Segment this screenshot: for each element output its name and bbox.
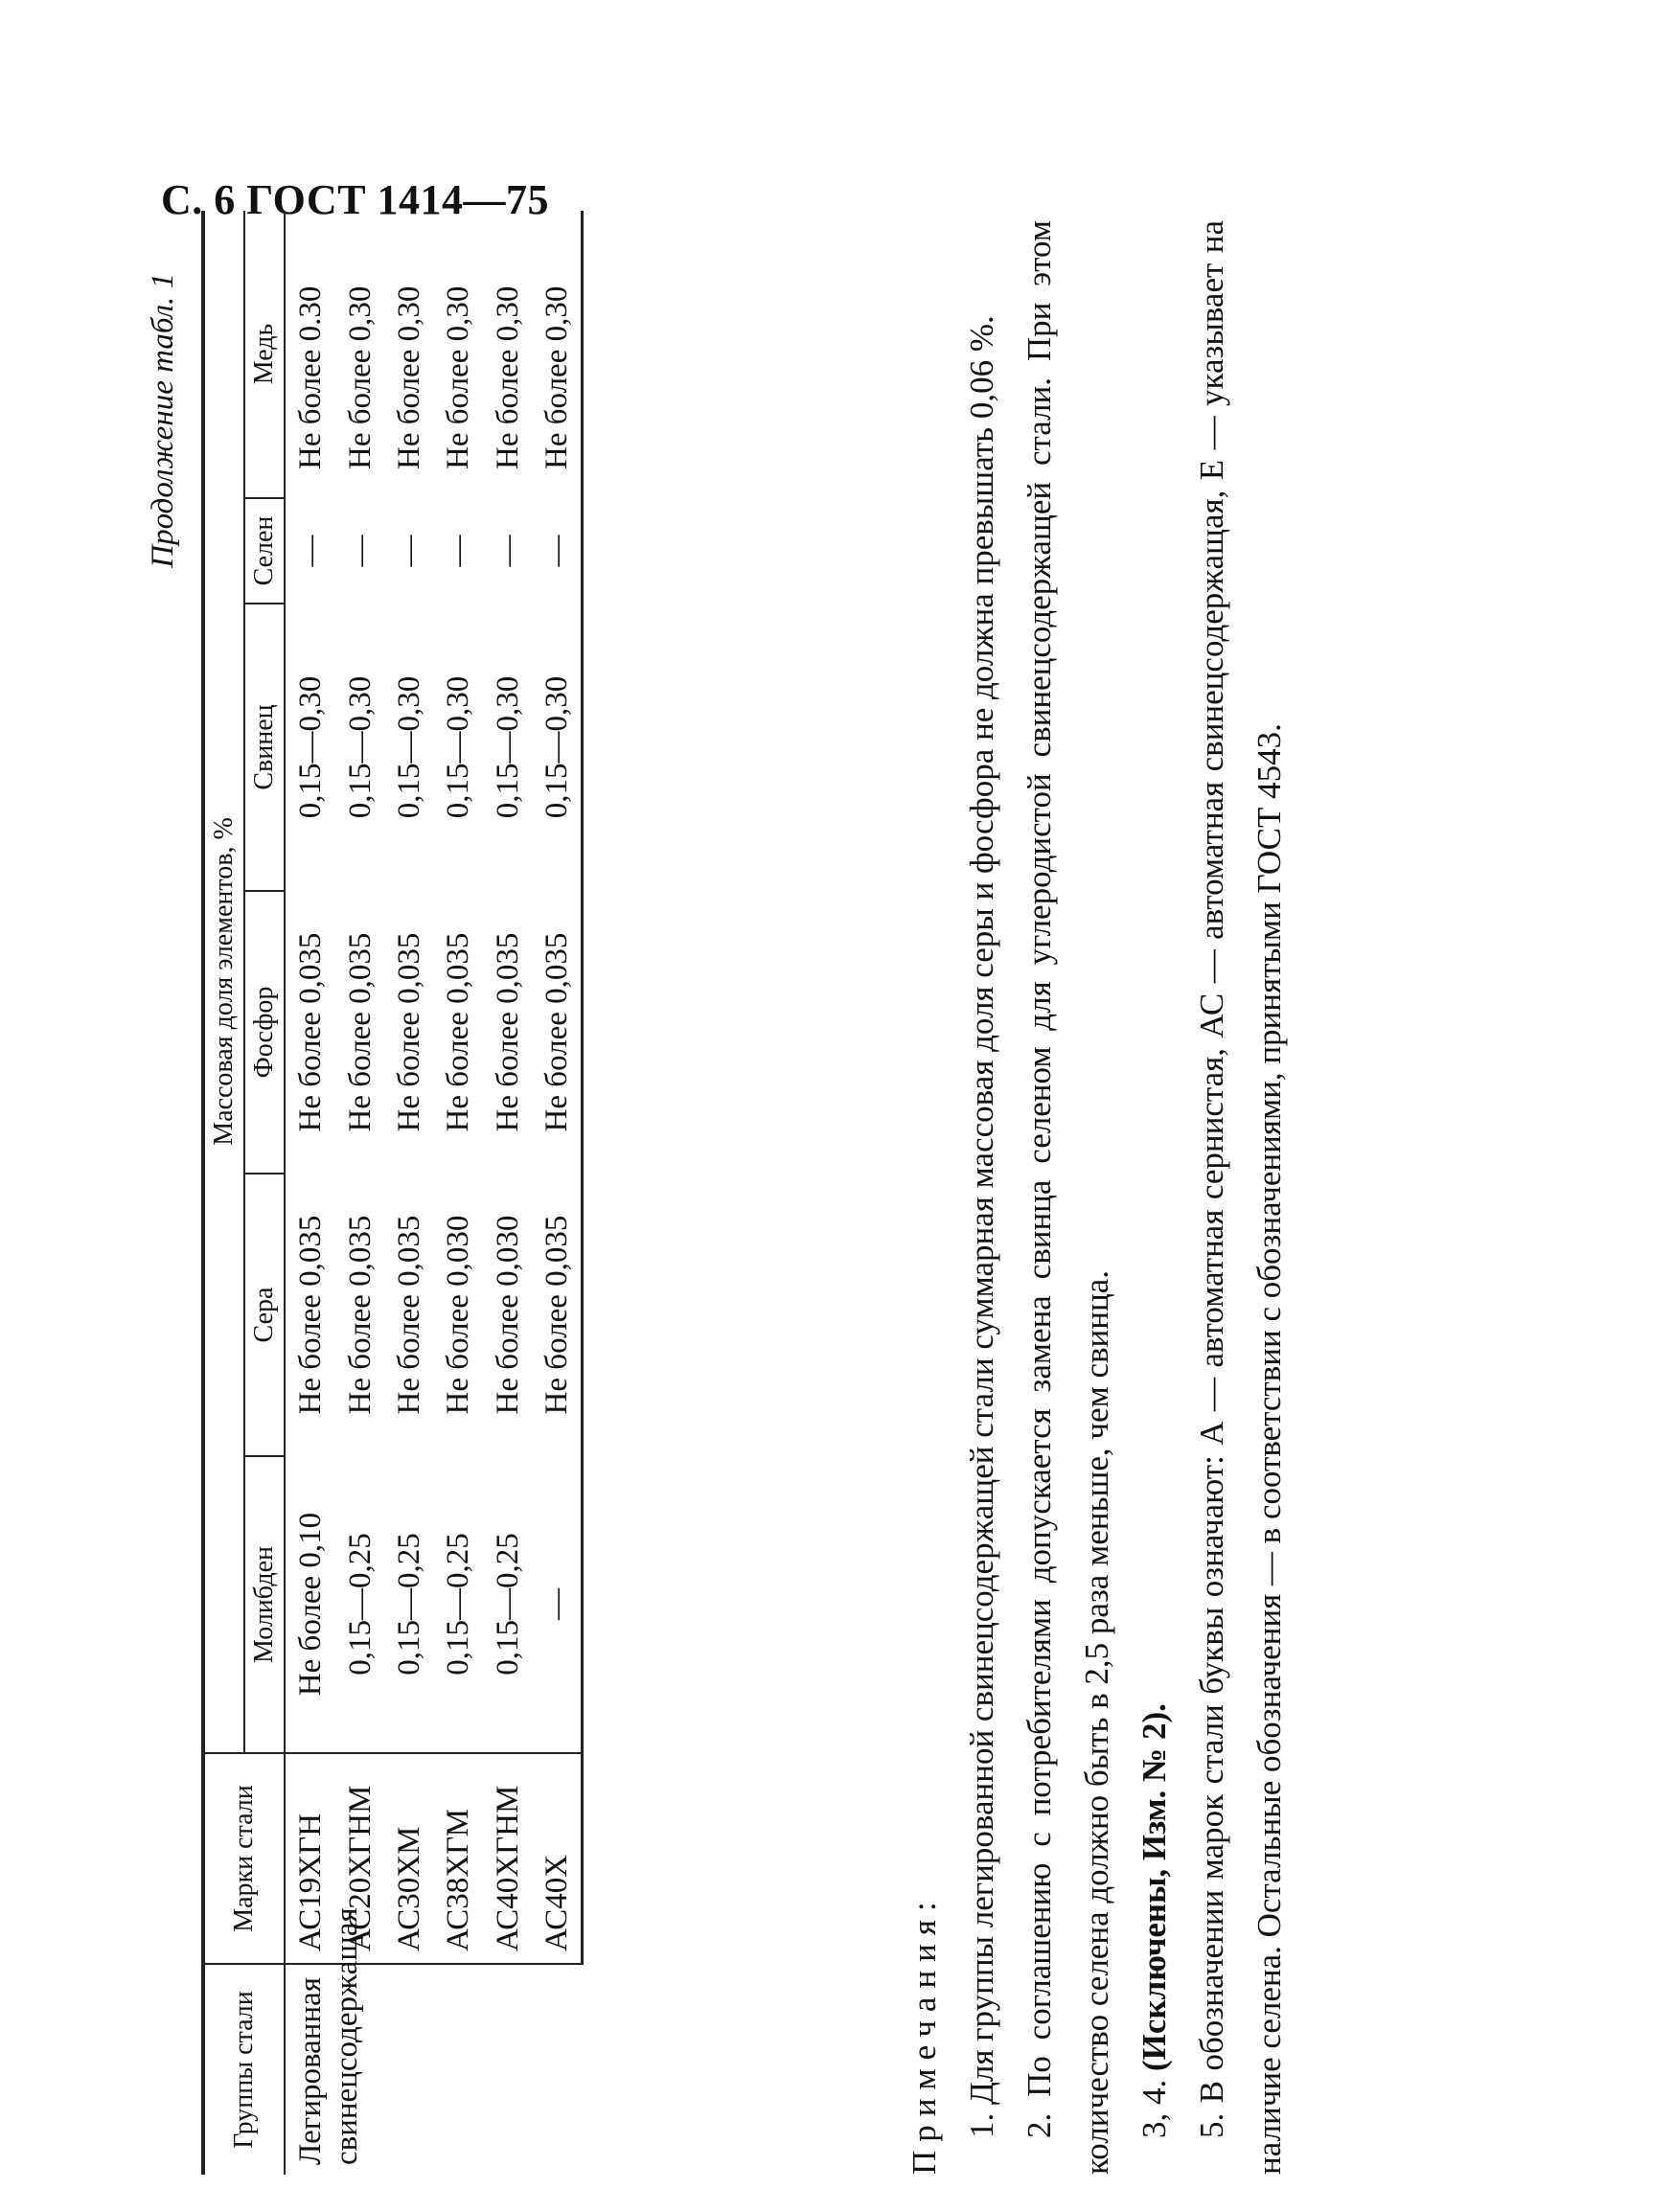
note-5: 5. В обозначении марок стали буквы означают: А — автоматная сернистая, АС — автоматная свинецсодержащая, Е — указывает на наличие селена. Остальные обозначения — в соответствии с обозначениями, принятыми ГОСТ 4543.	[1193, 220, 1288, 2175]
molybdenum-cell: —	[532, 1456, 583, 1753]
lead-cell: 0,15—0,30	[532, 604, 583, 891]
continuation-caption: Продолжение табл. 1	[146, 273, 180, 568]
brand-cell: АС40Х	[532, 1753, 583, 1964]
lead-cell: 0,15—0,30	[391, 675, 426, 819]
brand-cell: АС19ХГН	[285, 1753, 334, 1964]
selenium-cell: —	[293, 535, 329, 567]
sulfur-cell: Не более 0,030	[441, 1215, 476, 1415]
phosphorus-cell: Не более 0,035	[391, 932, 426, 1132]
table-row	[433, 211, 482, 2175]
phosphorus-cell: Не более 0,035	[490, 932, 525, 1132]
copper-cell: Не более 0,30	[342, 285, 378, 469]
note-3-4-excluded: (Исключены, Изм. № 2).	[1135, 1703, 1173, 2071]
sulfur-cell: Не более 0,035	[532, 1174, 583, 1456]
table-row	[285, 211, 334, 2175]
header-lead: Свинец	[244, 604, 285, 891]
header-mass-fraction: Массовая доля элементов, %	[203, 211, 244, 1753]
brand-cell: АС20ХГНМ	[335, 1753, 384, 1964]
table-row	[532, 211, 583, 2175]
molybdenum-cell: 0,15—0,25	[483, 1456, 532, 1753]
molybdenum-cell: 0,15—0,25	[433, 1456, 482, 1753]
brand-cell: АС38ХГМ	[433, 1753, 482, 1964]
brand-cell: АС40ХГНМ	[483, 1753, 532, 1964]
lead-cell: 0,15—0,30	[490, 675, 525, 819]
sulfur-cell: Не более 0,035	[293, 1215, 329, 1415]
table-row	[483, 211, 532, 2175]
phosphorus-cell: Не более 0,035	[342, 932, 378, 1132]
notes-title: Примечания:	[906, 1893, 943, 2175]
molybdenum-cell: 0,15—0,25	[384, 1456, 433, 1753]
copper-cell: Не более 0,30	[532, 211, 583, 498]
sulfur-cell: Не более 0,030	[490, 1215, 525, 1415]
note-3-4	[1126, 220, 1183, 2175]
phosphorus-cell: Не более 0,035	[532, 891, 583, 1174]
header-group: Группы стали	[203, 1964, 285, 2175]
note-2: 2. По соглашению с потребителями допускается замена свинца селеном для углеродистой свинецсодержащей стали. При этом количество селена должно быть в 2,5 раза меньше, чем свинца.	[1020, 220, 1115, 2175]
selenium-cell: —	[490, 535, 525, 567]
copper-cell: Не более 0,30	[441, 285, 476, 469]
selenium-cell: —	[391, 535, 426, 567]
header-copper: Медь	[244, 211, 285, 498]
page-title: С. 6 ГОСТ 1414—75	[161, 176, 550, 223]
note-3-4-number: 3, 4.	[1135, 2079, 1173, 2138]
copper-cell: Не более 0,30	[391, 285, 426, 469]
copper-cell: Не более 0.30	[293, 285, 329, 469]
note-1: 1. Для группы легированной свинецсодержащей стали суммарная массовая доля серы и фосфора не должна превышать 0,06 %.	[963, 315, 1000, 2138]
header-selenium: Селен	[244, 498, 285, 604]
phosphorus-cell: Не более 0,035	[441, 932, 476, 1132]
lead-cell: 0,15—0,30	[342, 675, 378, 819]
selenium-cell: —	[441, 535, 476, 567]
notes-section	[896, 220, 1298, 2175]
molybdenum-cell: 0,15—0,25	[335, 1456, 384, 1753]
molybdenum-cell: Не более 0,10	[285, 1456, 334, 1753]
copper-cell: Не более 0,30	[490, 285, 525, 469]
lead-cell: 0,15—0,30	[441, 675, 476, 819]
selenium-cell: —	[342, 535, 378, 567]
header-phosphorus: Фосфор	[244, 891, 285, 1174]
header-sulfur: Сера	[244, 1174, 285, 1456]
brand-cell: АС30ХМ	[384, 1753, 433, 1964]
lead-cell: 0,15—0,30	[293, 675, 329, 819]
sulfur-cell: Не более 0,035	[342, 1215, 378, 1415]
rotated-content	[146, 211, 1332, 2175]
phosphorus-cell: Не более 0,035	[293, 932, 329, 1132]
sulfur-cell: Не более 0,035	[391, 1215, 426, 1415]
table-row	[335, 211, 384, 2175]
composition-table	[201, 211, 584, 2175]
selenium-cell: —	[532, 498, 583, 604]
header-brand: Марки стали	[203, 1753, 285, 1964]
table-row	[384, 211, 433, 2175]
group-name: Легированная свинецсодержащая	[293, 1907, 364, 2165]
header-molybdenum: Молибден	[244, 1456, 285, 1753]
